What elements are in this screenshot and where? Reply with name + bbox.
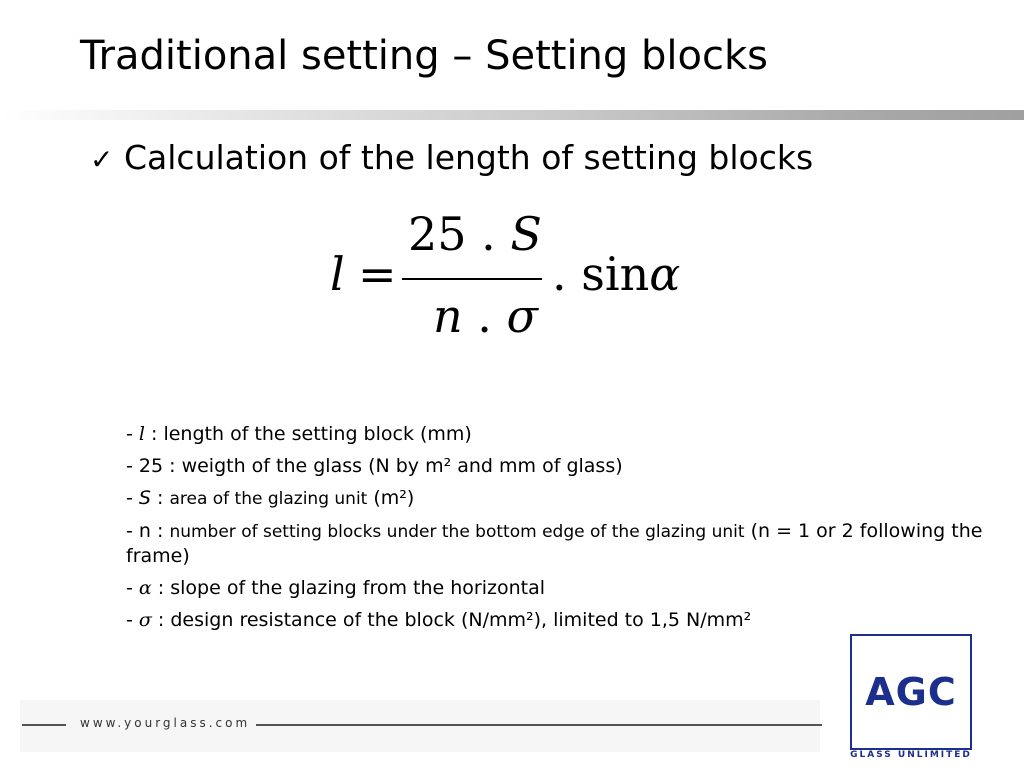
definition-tail: (n = 1 or 2 following the frame) — [126, 520, 983, 567]
definition-symbol: α — [138, 577, 152, 599]
sin-var: α — [649, 247, 681, 301]
length-formula — [330, 205, 690, 345]
definition-text: length of the setting block (mm) — [163, 423, 472, 445]
numerator-value: 25 — [408, 207, 467, 261]
definition-text: number of setting blocks under the bottom edge of the glazing unit — [169, 522, 745, 542]
numerator-dot: . — [466, 207, 511, 261]
footer-line-right — [256, 724, 822, 726]
definitions-list — [126, 422, 986, 640]
definition-tail: (m²) — [367, 487, 415, 509]
definition-separator: : — [150, 520, 170, 542]
definition-dash: - — [126, 577, 139, 599]
agc-logo — [850, 634, 972, 760]
formula-sin-term — [552, 247, 680, 301]
logo-tagline: GLASS UNLIMITED — [850, 750, 972, 760]
denominator-sigma: σ — [506, 289, 538, 343]
footer-url: www.yourglass.com — [80, 716, 251, 730]
definition-symbol: 25 — [138, 455, 164, 477]
denominator-var: n — [433, 289, 463, 343]
definition-dash: - — [126, 423, 139, 445]
definition-row — [126, 608, 986, 632]
fraction-bar — [402, 278, 542, 280]
formula-equals: = — [358, 247, 397, 301]
definition-symbol: S — [138, 487, 151, 509]
definition-row — [126, 422, 986, 446]
definition-row — [126, 454, 986, 478]
definition-row — [126, 576, 986, 600]
definition-dash: - — [126, 520, 139, 542]
definition-text: slope of the glazing from the horizontal — [170, 577, 546, 599]
definition-dash: - — [126, 455, 139, 477]
definition-dash: - — [126, 609, 139, 631]
denominator-dot: . — [462, 289, 507, 343]
definition-symbol: l — [138, 423, 145, 445]
definition-dash: - — [126, 487, 139, 509]
formula-lhs: l — [330, 247, 345, 301]
numerator-var: S — [510, 207, 542, 261]
definition-row — [126, 519, 986, 568]
formula-denominator — [433, 289, 538, 343]
definition-text: design resistance of the block (N/mm²), limited to 1,5 N/mm² — [170, 609, 752, 631]
logo-text: AGC — [865, 670, 957, 714]
bullet-point — [90, 136, 813, 182]
logo-box — [850, 634, 972, 750]
definition-separator: : — [151, 577, 171, 599]
definition-text: area of the glazing unit — [169, 489, 368, 509]
definition-row — [126, 486, 986, 511]
definition-separator: : — [144, 423, 164, 445]
slide-title: Traditional setting – Setting blocks — [80, 33, 768, 79]
definition-symbol: σ — [138, 609, 152, 631]
definition-separator: : — [151, 609, 171, 631]
sin-prefix: . sin — [552, 247, 650, 301]
title-underline-bar — [0, 110, 1024, 120]
footer-line-left — [22, 724, 66, 726]
bullet-text: Calculation of the length of setting blocks — [124, 138, 814, 177]
definition-separator: : — [150, 487, 170, 509]
definition-text: weigth of the glass (N by m² and mm of glass) — [181, 455, 623, 477]
definition-symbol: n — [138, 520, 151, 542]
formula-numerator — [408, 207, 542, 261]
definition-separator: : — [163, 455, 182, 477]
checkmark-icon: ✓ — [90, 143, 114, 176]
